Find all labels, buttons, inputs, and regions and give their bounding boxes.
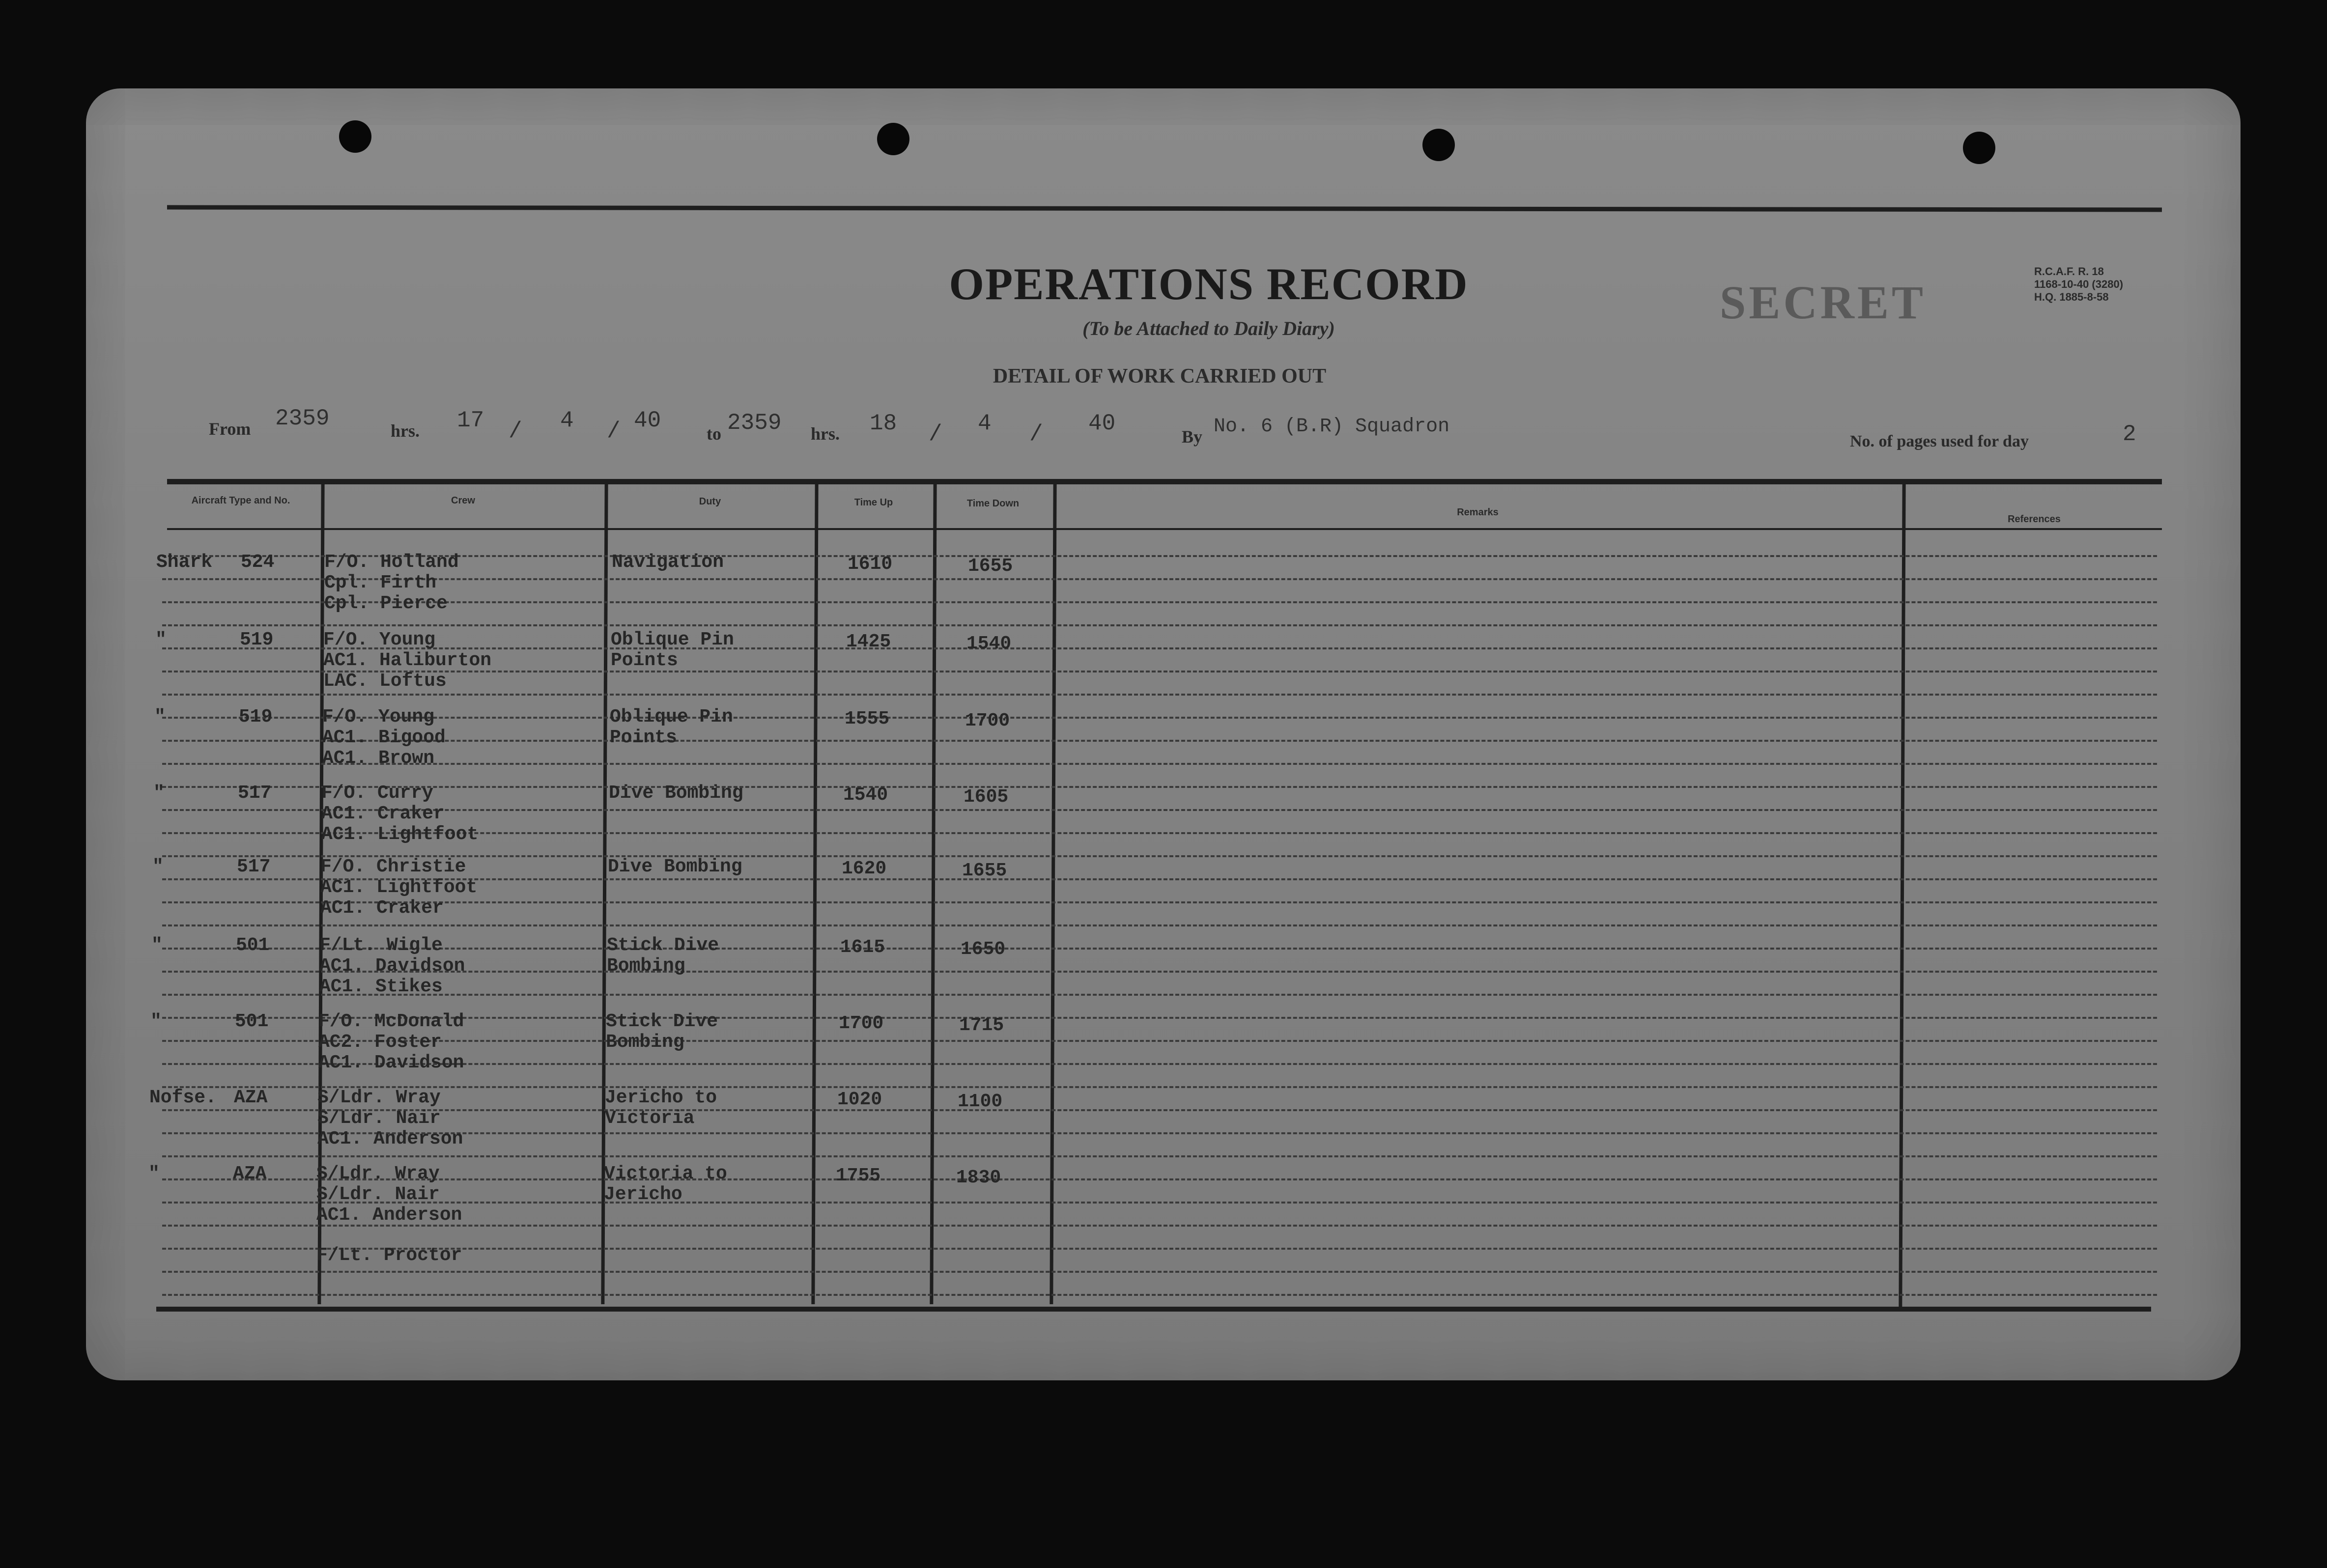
duty: Jericho to — [605, 1087, 717, 1108]
col-header-time-down: Time Down — [966, 498, 1020, 509]
date-separator: / — [1029, 421, 1043, 447]
ruled-line — [162, 763, 2157, 765]
to-day: 18 — [870, 411, 897, 436]
ruled-line — [162, 1040, 2157, 1042]
ruled-line — [162, 1178, 2157, 1180]
aircraft-number: 517 — [237, 856, 271, 877]
col-header-remarks: Remarks — [1457, 507, 1499, 518]
binder-hole — [1963, 132, 1995, 164]
table-bottom-rule — [156, 1307, 2151, 1312]
crew-member: F/O. Curry — [321, 783, 434, 804]
time-up: 1755 — [836, 1165, 881, 1186]
duty: Oblique Pin — [611, 629, 734, 650]
crew-member: AC1. Lightfoot — [320, 877, 478, 898]
crew-member: F/O. Holland — [324, 552, 459, 573]
col-header-crew: Crew — [451, 495, 475, 506]
time-up: 1540 — [843, 784, 888, 806]
duty: Stick Dive — [607, 935, 719, 956]
duty: Points — [610, 727, 677, 748]
to-month: 4 — [978, 411, 992, 436]
crew-member: Cpl. Firth — [324, 572, 437, 593]
duty: Victoria to — [604, 1163, 727, 1184]
crew-member: AC1. Anderson — [316, 1204, 462, 1226]
duty: Dive Bombing — [608, 856, 742, 877]
duty: Points — [611, 650, 678, 671]
classification-stamp: SECRET — [1719, 276, 1927, 329]
aircraft-type: " — [151, 935, 163, 956]
ruled-line — [162, 994, 2157, 996]
ruled-line — [162, 1271, 2157, 1273]
aircraft-number: 519 — [240, 629, 274, 650]
duty: Dive Bombing — [609, 783, 743, 804]
time-up: 1615 — [840, 937, 885, 958]
ruled-line — [162, 717, 2157, 719]
from-month: 4 — [560, 408, 574, 433]
crew-member: AC1. Lightfoot — [321, 824, 479, 845]
ruled-line — [162, 948, 2157, 950]
crew-member: S/Ldr. Nair — [316, 1184, 440, 1205]
aircraft-type: Nofse. — [149, 1087, 217, 1108]
from-label: From — [209, 419, 251, 439]
duty: Victoria — [605, 1108, 695, 1129]
aircraft-number: 524 — [241, 552, 275, 573]
hrs-label: hrs. — [391, 421, 420, 441]
time-up: 1620 — [842, 858, 887, 879]
page-title: OPERATIONS RECORD — [949, 259, 1469, 309]
ruled-line — [162, 578, 2157, 580]
page-subtitle: (To be Attached to Daily Diary) — [1082, 317, 1335, 339]
crew-member: F/O. Christie — [320, 856, 466, 877]
time-down: 1540 — [966, 633, 1012, 654]
aircraft-number: AZA — [234, 1087, 268, 1108]
aircraft-type: " — [152, 856, 164, 877]
crew-member: AC1. Craker — [320, 897, 444, 919]
time-down: 1100 — [958, 1091, 1003, 1112]
section-heading: DETAIL OF WORK CARRIED OUT — [993, 365, 1327, 388]
aircraft-number: AZA — [233, 1163, 267, 1184]
date-separator: / — [607, 419, 621, 444]
col-header-time-up: Time Up — [854, 497, 893, 508]
ruled-line — [162, 694, 2157, 696]
crew-member: AC2. Foster — [318, 1032, 442, 1053]
time-up: 1555 — [845, 708, 890, 729]
squadron: No. 6 (B.R) Squadron — [1214, 416, 1450, 438]
col-header-duty: Duty — [699, 496, 721, 507]
binder-hole — [877, 123, 909, 155]
crew-member: LAC. Loftus — [323, 671, 447, 692]
ruled-line — [162, 1294, 2157, 1296]
time-up: 1700 — [839, 1013, 884, 1034]
time-down: 1715 — [959, 1015, 1004, 1036]
form-number: R.C.A.F. R. 18 1168-10-40 (3280) H.Q. 1885-8-58 — [2034, 265, 2124, 303]
crew-member: AC1. Craker — [321, 803, 445, 824]
crew-member: S/Ldr. Wray — [316, 1163, 440, 1184]
from-year: 40 — [634, 408, 661, 433]
duty: Bombing — [607, 955, 685, 977]
to-time: 2359 — [727, 410, 782, 436]
time-up: 1610 — [848, 554, 893, 575]
crew-member: AC1. Bigood — [322, 727, 446, 748]
ruled-line — [162, 1109, 2157, 1111]
crew-member: AC1. Brown — [322, 748, 435, 769]
col-header-references: References — [2008, 514, 2061, 525]
date-separator: / — [929, 421, 942, 447]
aircraft-type: " — [150, 1011, 162, 1032]
ruled-line — [162, 901, 2157, 903]
time-down: 1650 — [961, 939, 1006, 960]
ruled-line — [162, 924, 2157, 926]
aircraft-type: " — [154, 706, 166, 728]
to-label: to — [707, 424, 721, 444]
by-label: By — [1182, 427, 1203, 447]
ruled-line — [162, 809, 2157, 811]
duty: Navigation — [612, 552, 724, 573]
ruled-line — [162, 786, 2157, 788]
aircraft-type: " — [148, 1163, 160, 1184]
header-underline — [167, 528, 2162, 530]
ruled-line — [162, 601, 2157, 603]
pages-label: No. of pages used for day — [1850, 432, 2029, 450]
crew-member: AC1. Davidson — [318, 1052, 464, 1073]
time-up: 1020 — [837, 1089, 882, 1110]
ruled-line — [162, 624, 2157, 626]
time-down: 1655 — [962, 860, 1007, 881]
crew-member: F/Lt. Proctor — [316, 1245, 462, 1266]
aircraft-type: Shark — [156, 552, 213, 573]
pages-value: 2 — [2123, 421, 2136, 447]
ruled-line — [162, 555, 2157, 557]
ruled-line — [162, 647, 2157, 649]
crew-member: AC1. Haliburton — [323, 650, 492, 671]
from-time: 2359 — [275, 406, 330, 431]
time-down: 1605 — [964, 786, 1009, 808]
ruled-line — [162, 740, 2157, 742]
aircraft-number: 517 — [238, 783, 272, 804]
duty: Bombing — [606, 1032, 684, 1053]
time-down: 1700 — [965, 710, 1010, 731]
time-up: 1425 — [846, 631, 891, 652]
from-day: 17 — [457, 408, 484, 433]
crew-member: AC1. Davidson — [319, 955, 465, 977]
duty: Oblique Pin — [610, 706, 733, 728]
crew-member: F/Lt. Wigle — [319, 935, 443, 956]
ruled-line — [162, 1086, 2157, 1088]
crew-member: F/O. McDonald — [318, 1011, 464, 1032]
ruled-line — [162, 1202, 2157, 1204]
crew-member: Cpl. Pierce — [324, 593, 448, 614]
aircraft-number: 501 — [235, 1011, 269, 1032]
aircraft-number: 519 — [239, 706, 273, 728]
crew-member: F/O. Young — [323, 629, 436, 650]
crew-member: S/Ldr. Nair — [317, 1108, 441, 1129]
aircraft-type: " — [153, 783, 165, 804]
hrs-label: hrs. — [811, 424, 840, 444]
crew-member: AC1. Anderson — [317, 1128, 463, 1149]
aircraft-type: " — [155, 629, 167, 650]
col-header-aircraft: Aircraft Type and No. — [191, 495, 290, 506]
crew-member: S/Ldr. Wray — [317, 1087, 441, 1108]
time-down: 1655 — [968, 556, 1013, 577]
crew-member: F/O. Young — [322, 706, 435, 728]
binder-hole — [1422, 129, 1455, 161]
binder-hole — [339, 120, 371, 153]
duty: Stick Dive — [606, 1011, 718, 1032]
ruled-line — [162, 1155, 2157, 1157]
to-year: 40 — [1088, 411, 1116, 436]
duty: Jericho — [604, 1184, 682, 1205]
crew-member: AC1. Stikes — [319, 976, 443, 997]
aircraft-number: 501 — [236, 935, 270, 956]
table-top-rule — [167, 479, 2162, 484]
date-separator: / — [509, 419, 522, 444]
time-down: 1830 — [956, 1167, 1001, 1188]
